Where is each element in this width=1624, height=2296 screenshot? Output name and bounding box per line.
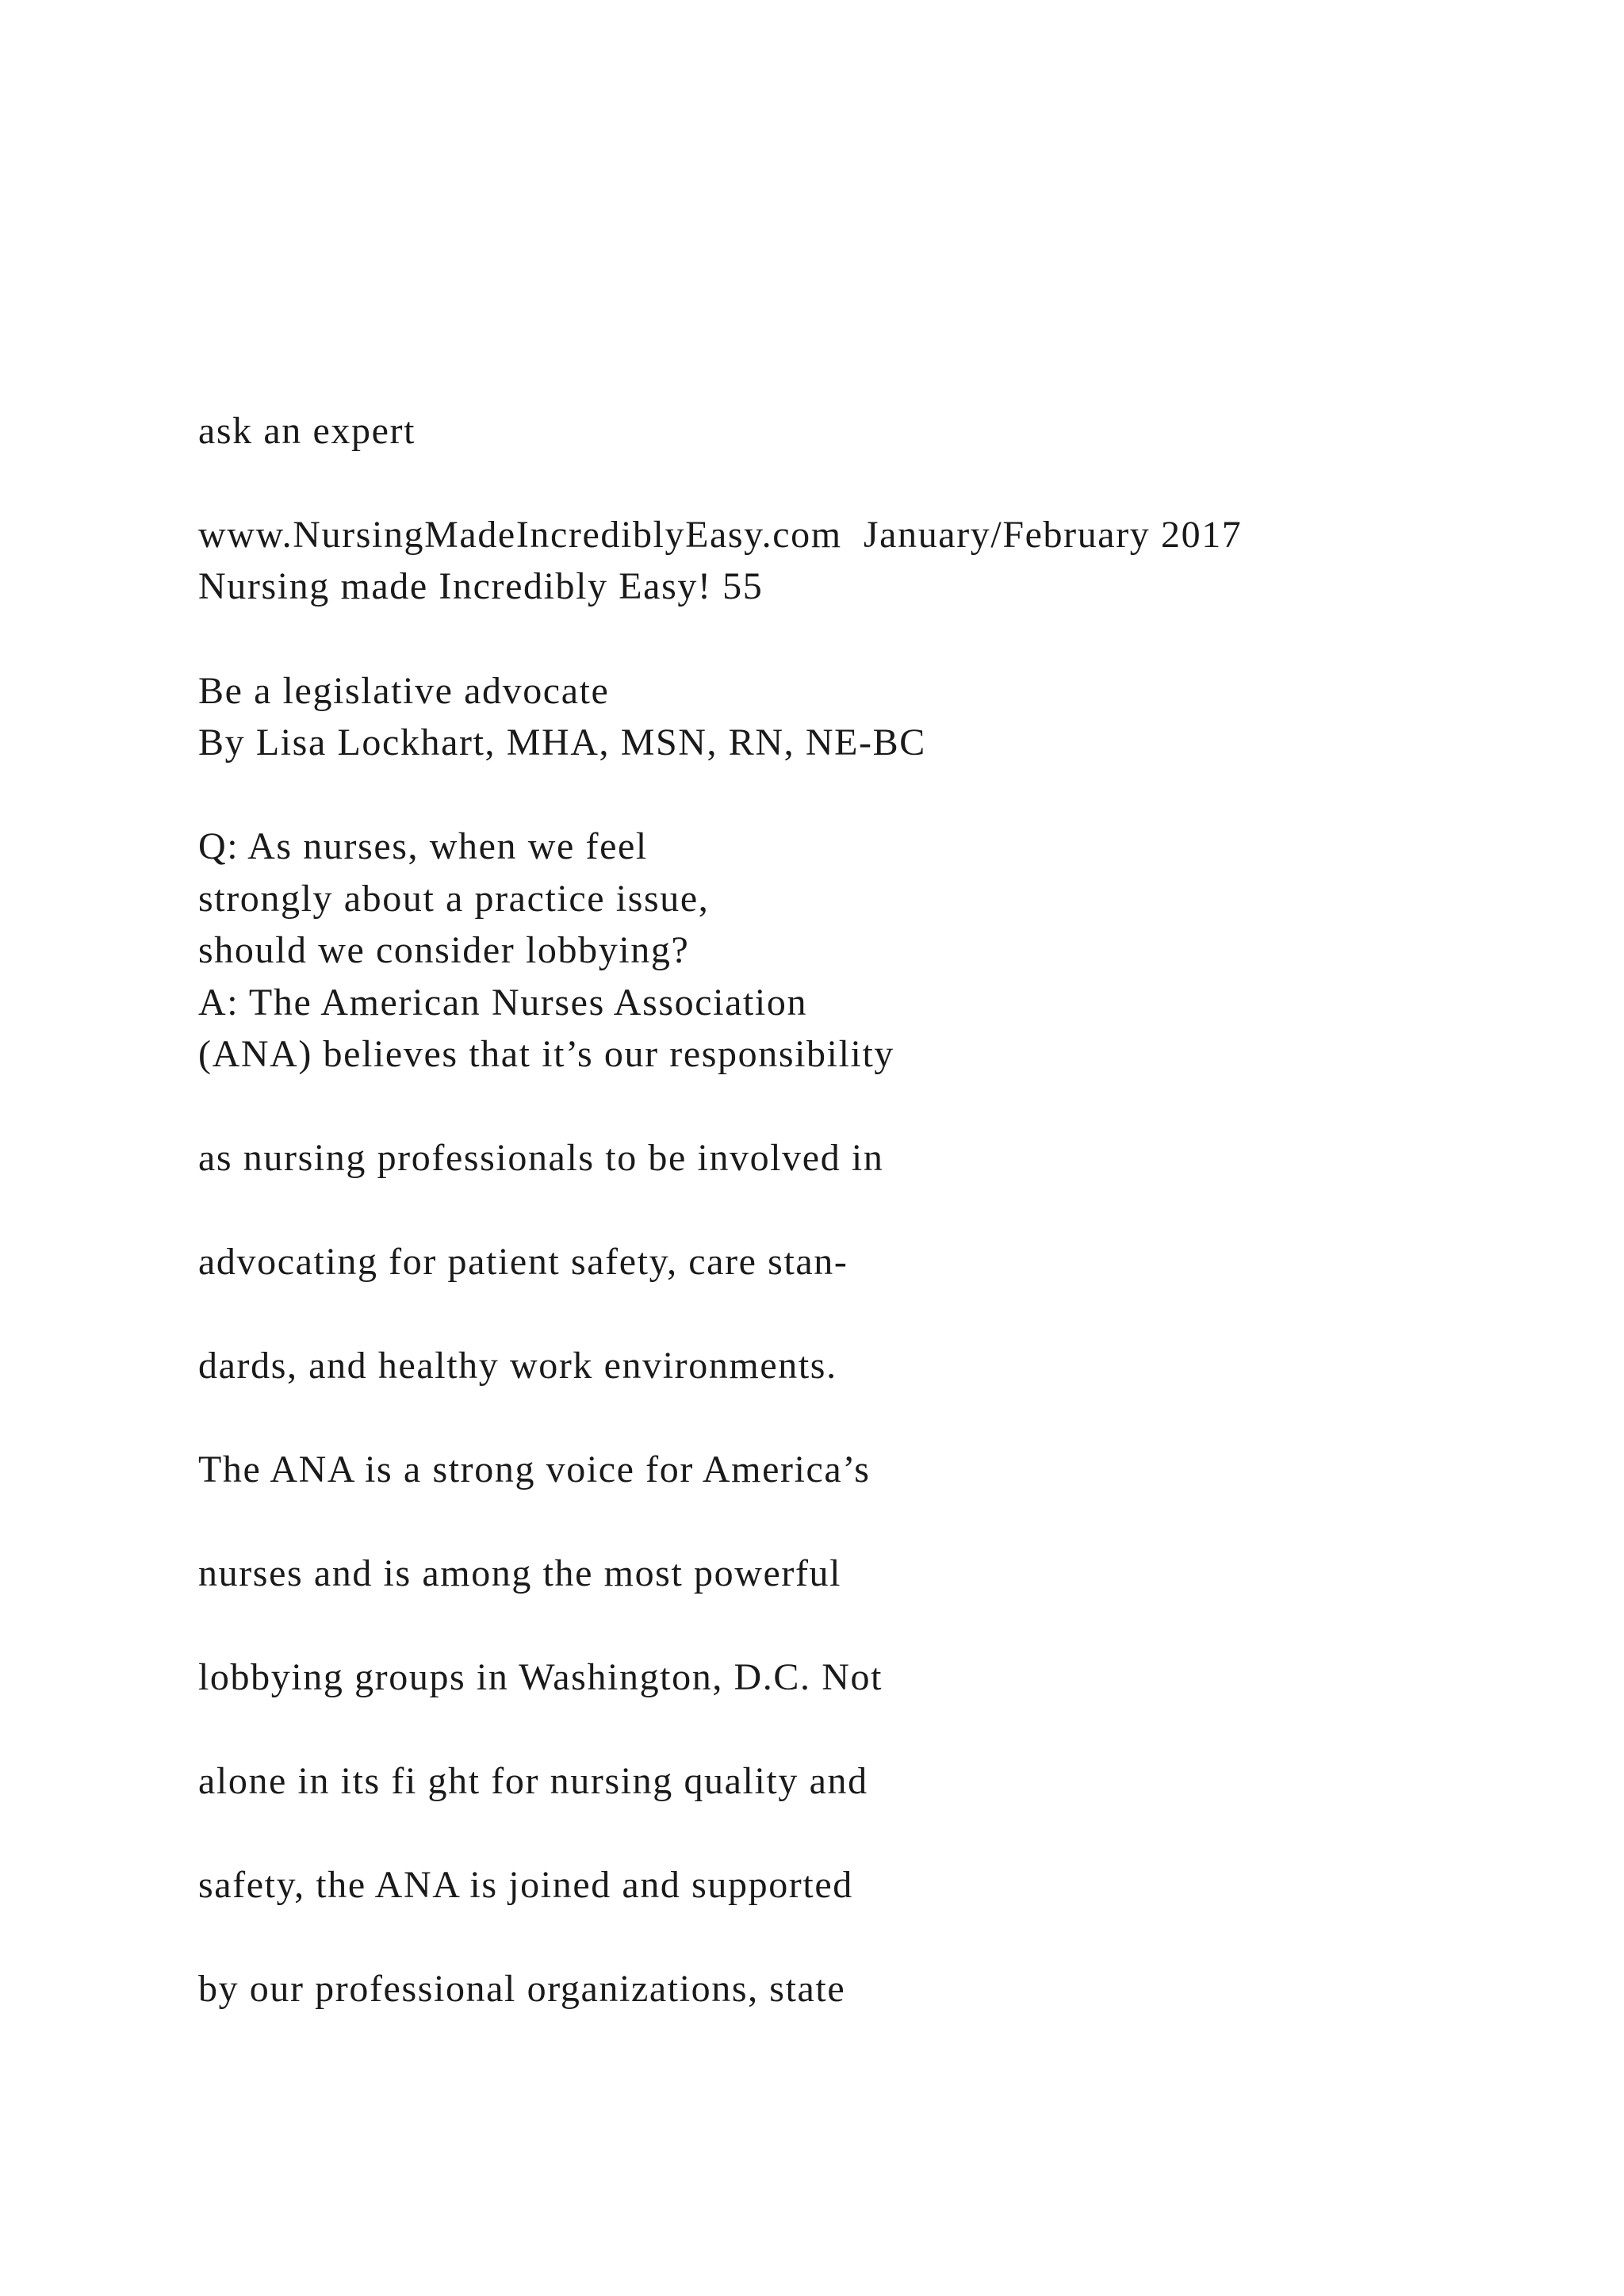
answer-line: (ANA) believes that it’s our responsibility [198,1033,895,1075]
answer-line: nurses and is among the most powerful [198,1552,842,1594]
answer-line: alone in its fi ght for nursing quality and [198,1760,868,1802]
answer-line: by our professional organizations, state [198,1968,846,2010]
article-title: Be a legislative advocate [198,670,610,712]
answer-line: advocating for patient safety, care stan- [198,1241,848,1283]
answer-line: The ANA is a strong voice for America’s [198,1448,871,1490]
question-line: Q: As nurses, when we feel [198,825,648,867]
journal-header-line: www.NursingMadeIncrediblyEasy.com January/February 2017 [198,514,1243,556]
answer-line: safety, the ANA is joined and supported [198,1864,853,1906]
answer-line: as nursing professionals to be involved in [198,1137,884,1179]
question-line: should we consider lobbying? [198,929,690,971]
answer-line: dards, and healthy work environments. [198,1345,837,1387]
answer-line: lobbying groups in Washington, D.C. Not [198,1656,883,1698]
journal-header-line: Nursing made Incredibly Easy! 55 [198,565,764,607]
answer-line: A: The American Nurses Association [198,982,808,1024]
article-byline: By Lisa Lockhart, MHA, MSN, RN, NE-BC [198,721,926,763]
question-line: strongly about a practice issue, [198,878,710,920]
section-label: ask an expert [198,410,416,452]
